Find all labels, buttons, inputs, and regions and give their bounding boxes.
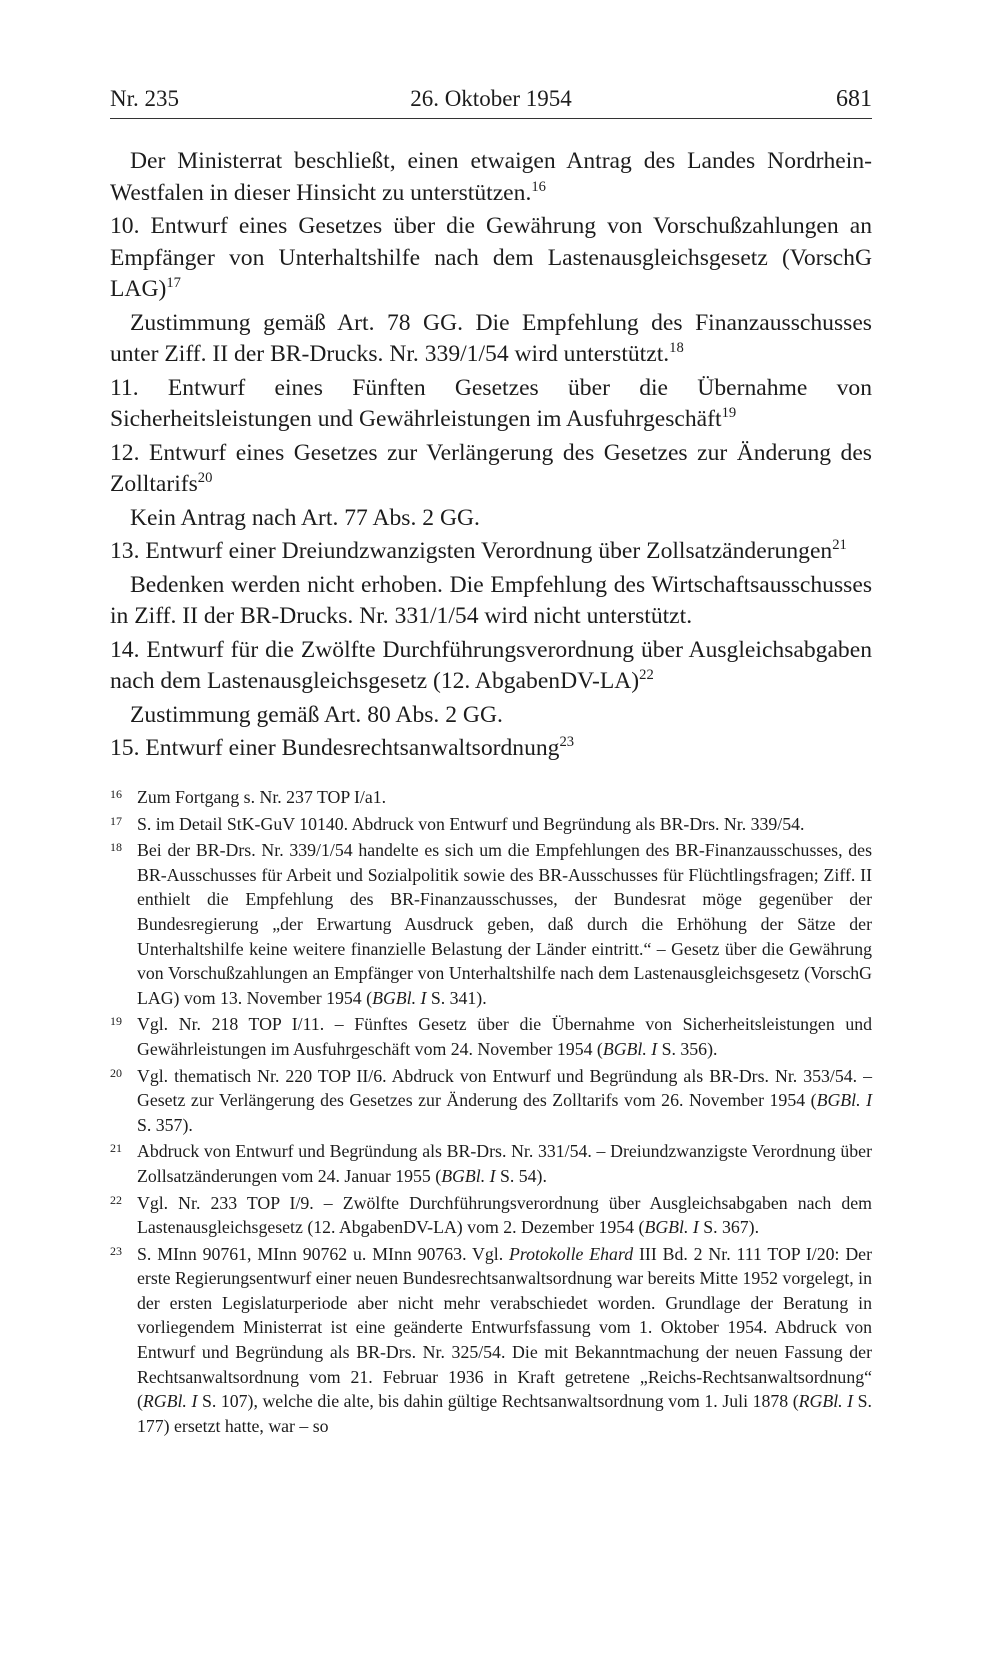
- footnote-number: 19: [110, 1014, 122, 1029]
- footnote-ref: 22: [639, 667, 654, 684]
- page-number: 681: [836, 86, 872, 112]
- footnote-20: 20 Vgl. thematisch Nr. 220 TOP II/6. Abdruck von Entwurf und Begründung als BR-Drs. Nr. 353/54. – Gesetz zur Verlängerung des Gesetzes zur Änderung des Zolltarifs vom 26. November 1954 (BGBl. I S. 357).: [110, 1065, 872, 1135]
- agenda-result-14: Zustimmung gemäß Art. 80 Abs. 2 GG.: [130, 701, 503, 728]
- footnote-21: 21 Abdruck von Entwurf und Begründung als BR-Drs. Nr. 331/54. – Dreiundzwanzigste Verordnung über Zollsatzänderungen vom 24. Januar 1955 (BGBl. I S. 54).: [110, 1141, 872, 1186]
- footnote-ref: 19: [721, 405, 737, 422]
- footnote-number: 20: [110, 1065, 122, 1080]
- footnote-number: 21: [110, 1141, 122, 1156]
- agenda-result-13: Bedenken werden nicht erhoben. Die Empfehlung des Wirtschaftsausschusses in Ziff. II der BR-Drucks. Nr. 331/1/54 wird nicht unterstützt.: [110, 571, 872, 629]
- agenda-item-15: 15. Entwurf einer Bundesrechtsanwaltsordnung$^{23}$: [110, 734, 575, 761]
- agenda-item-10: 10. Entwurf eines Gesetzes über die Gewährung von Vorschußzahlungen an Empfänger von Unterhaltshilfe nach dem Lastenausgleichsgesetz (VorschG LAG)$^{17}$: [110, 213, 872, 302]
- footnote-16: 16 Zum Fortgang s. Nr. 237 TOP I/a1.: [110, 787, 387, 807]
- agenda-item-11: 11. Entwurf eines Fünften Gesetzes über die Übernahme von Sicherheitsleistungen und Gewährleistungen im Ausfuhrgeschäft$^{19}$: [110, 374, 872, 432]
- footnote-17: 17 S. im Detail StK-GuV 10140. Abdruck von Entwurf und Begründung als BR-Drs. Nr. 339/54.: [110, 813, 805, 834]
- agenda-result-12: Kein Antrag nach Art. 77 Abs. 2 GG.: [130, 504, 480, 531]
- footnote-ref: 16: [531, 178, 546, 195]
- footnote-23: 23 S. MInn 90761, MInn 90762 u. MInn 90763. Vgl. Protokolle Ehard III Bd. 2 Nr. 111 TOP I/20: Der erste Regierungsentwurf einer neuen Bundesrechtsanwaltsordnung war bereits Mitte 1952 vorgelegt, in der ersten Legislaturperiode aber nicht mehr verabschiedet worden. Grundlage der Beratung in vorliegendem Ministerrat ist eine geänderte Entwurfsfassung vom 1. Oktober 1954. Abdruck von Entwurf und Begründung als BR-Drs. Nr. 325/54. Die mit Bekanntmachung der neuen Fassung der Rechtsanwaltsordnung vom 21. Februar 1936 in Kraft getretene „Reichs-Rechtsanwaltsordnung“ (RGBl. I S. 107), welche die alte, bis dahin gültige Rechtsanwaltsordnung vom 1. Juli 1878 (RGBl. I S. 177) ersetzt hatte, war – so: [110, 1243, 872, 1436]
- header-date: 26. Oktober 1954: [410, 86, 572, 111]
- footnote-ref: 20: [197, 470, 213, 487]
- document-number: Nr. 235: [110, 86, 179, 111]
- footnote-number: 16: [110, 787, 122, 801]
- footnote-ref: 21: [832, 537, 847, 554]
- agenda-item-13: 13. Entwurf einer Dreiundzwanzigsten Verordnung über Zollsatzänderungen$^{21}$: [110, 537, 847, 564]
- footnotes: [110, 785, 872, 1440]
- footnote-number: 18: [110, 840, 122, 855]
- agenda-item-14: 14. Entwurf für die Zwölfte Durchführungsverordnung über Ausgleichsabgaben nach dem Lastenausgleichsgesetz (12. AbgabenDV-LA)$^{22}$: [110, 636, 872, 694]
- resolution-paragraph: Der Ministerrat beschließt, einen etwaigen Antrag des Landes Nordrhein-Westfalen in dieser Hinsicht zu unterstützen.$^{16}$: [110, 148, 872, 206]
- agenda-result-10: Zustimmung gemäß Art. 78 GG. Die Empfehlung des Finanzausschusses unter Ziff. II der BR-Drucks. Nr. 339/1/54 wird unterstützt.$^{18}$: [110, 309, 872, 367]
- footnote-ref: 18: [669, 340, 684, 357]
- footnote-22: 22 Vgl. Nr. 233 TOP I/9. – Zwölfte Durchführungsverordnung über Ausgleichsabgaben nach dem Lastenausgleichsgesetz (12. AbgabenDV-LA) vom 2. Dezember 1954 (BGBl. I S. 367).: [110, 1192, 872, 1238]
- footnote-number: 23: [110, 1243, 122, 1258]
- footnote-ref: 23: [559, 734, 575, 751]
- running-header: [110, 84, 872, 119]
- footnote-19: 19 Vgl. Nr. 218 TOP I/11. – Fünftes Gesetz über die Übernahme von Sicherheitsleistungen und Gewährleistungen im Ausfuhrgeschäft vom 24. November 1954 (BGBl. I S. 356).: [110, 1014, 872, 1059]
- footnote-ref: 17: [166, 275, 181, 292]
- footnote-number: 17: [110, 813, 122, 828]
- footnote-18: 18 Bei der BR-Drs. Nr. 339/1/54 handelte es sich um die Empfehlungen des BR-Finanzausschusses, des BR-Ausschusses für Arbeit und Sozialpolitik sowie des BR-Ausschusses für Flüchtlingsfragen; Ziff. II enthielt die Empfehlung des BR-Finanzausschusses, der Bundesrat möge gegenüber der Bundesregierung „der Erwartung Ausdruck geben, daß durch die Erhöhung der Sätze der Unterhaltshilfe keine weitere finanzielle Belastung der Länder eintritt.“ – Gesetz über die Gewährung von Vorschußzahlungen an Empfänger von Unterhaltshilfe nach dem Lastenausgleichsgesetz (VorschG LAG) vom 13. November 1954 (BGBl. I S. 341).: [110, 840, 872, 1008]
- footnote-number: 22: [110, 1192, 122, 1207]
- main-text: [110, 146, 872, 767]
- agenda-item-12: 12. Entwurf eines Gesetzes zur Verlängerung des Gesetzes zur Änderung des Zolltarifs$^{20}$: [110, 439, 872, 497]
